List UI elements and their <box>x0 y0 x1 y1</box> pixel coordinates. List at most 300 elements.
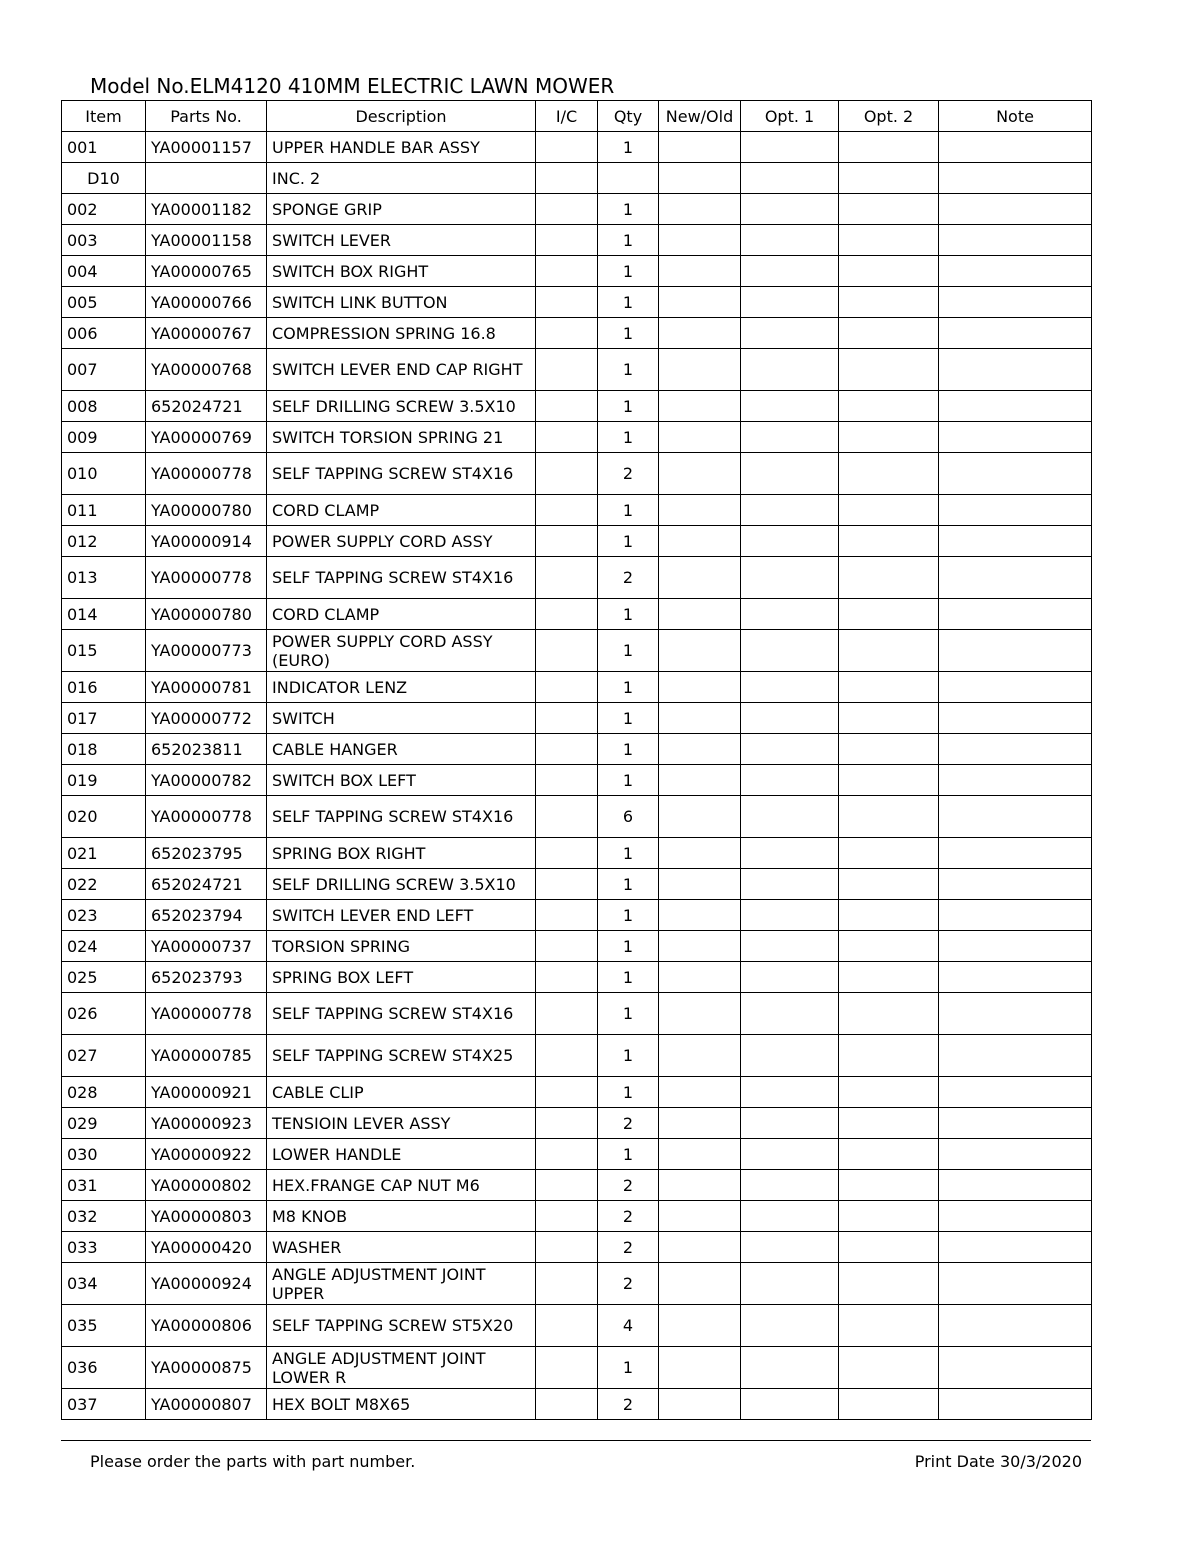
new-old-cell <box>659 672 741 703</box>
ic-cell <box>536 349 598 391</box>
description-cell: CABLE HANGER <box>267 734 536 765</box>
part-number-cell: YA00000782 <box>146 765 267 796</box>
opt-1-cell <box>741 391 839 422</box>
description-cell: SWITCH LEVER <box>267 225 536 256</box>
part-number-cell: 652024721 <box>146 869 267 900</box>
new-old-cell <box>659 931 741 962</box>
table-row <box>62 495 1092 526</box>
qty-cell: 1 <box>598 1077 659 1108</box>
table-row <box>62 1201 1092 1232</box>
opt-1-cell <box>741 1201 839 1232</box>
item-cell: 032 <box>62 1201 146 1232</box>
description-cell: SWITCH LINK BUTTON <box>267 287 536 318</box>
opt-1-cell <box>741 256 839 287</box>
part-number-cell: YA00000802 <box>146 1170 267 1201</box>
ic-cell <box>536 734 598 765</box>
opt-2-cell <box>839 495 939 526</box>
new-old-cell <box>659 1170 741 1201</box>
part-number-cell: YA00000807 <box>146 1389 267 1420</box>
item-cell: 014 <box>62 599 146 630</box>
qty-cell: 1 <box>598 1347 659 1389</box>
description-cell: SWITCH LEVER END CAP RIGHT <box>267 349 536 391</box>
part-number-cell: YA00000772 <box>146 703 267 734</box>
opt-2-cell <box>839 287 939 318</box>
part-number-cell: YA00000781 <box>146 672 267 703</box>
new-old-cell <box>659 734 741 765</box>
item-cell: 017 <box>62 703 146 734</box>
description-cell: POWER SUPPLY CORD ASSY (EURO) <box>267 630 536 672</box>
opt-2-cell <box>839 132 939 163</box>
table-row <box>62 132 1092 163</box>
opt-2-cell <box>839 599 939 630</box>
qty-cell: 1 <box>598 630 659 672</box>
table-row <box>62 557 1092 599</box>
opt-2-cell <box>839 1035 939 1077</box>
new-old-cell <box>659 993 741 1035</box>
table-row <box>62 1170 1092 1201</box>
qty-cell: 1 <box>598 869 659 900</box>
table-row <box>62 1108 1092 1139</box>
table-row <box>62 526 1092 557</box>
ic-cell <box>536 163 598 194</box>
part-number-cell: YA00000778 <box>146 557 267 599</box>
opt-1-cell <box>741 1035 839 1077</box>
opt-1-cell <box>741 838 839 869</box>
table-header-row <box>62 101 1092 132</box>
qty-cell: 1 <box>598 672 659 703</box>
new-old-cell <box>659 765 741 796</box>
note-cell <box>939 287 1092 318</box>
qty-cell: 1 <box>598 526 659 557</box>
opt-1-cell <box>741 1347 839 1389</box>
table-row <box>62 900 1092 931</box>
note-cell <box>939 1389 1092 1420</box>
ic-cell <box>536 422 598 453</box>
table-row <box>62 630 1092 672</box>
part-number-cell: YA00000737 <box>146 931 267 962</box>
part-number-cell <box>146 163 267 194</box>
part-number-cell: YA00000922 <box>146 1139 267 1170</box>
part-number-cell: YA00000914 <box>146 526 267 557</box>
table-row <box>62 1347 1092 1389</box>
item-cell: 021 <box>62 838 146 869</box>
note-cell <box>939 1263 1092 1305</box>
opt-1-cell <box>741 526 839 557</box>
footer-divider <box>61 1440 1091 1441</box>
note-cell <box>939 225 1092 256</box>
note-cell <box>939 163 1092 194</box>
note-cell <box>939 132 1092 163</box>
part-number-cell: YA00000780 <box>146 599 267 630</box>
item-cell: 033 <box>62 1232 146 1263</box>
ic-cell <box>536 1077 598 1108</box>
description-cell: SELF TAPPING SCREW ST5X20 <box>267 1305 536 1347</box>
opt-2-cell <box>839 993 939 1035</box>
ic-cell <box>536 225 598 256</box>
ic-cell <box>536 1170 598 1201</box>
item-cell: 035 <box>62 1305 146 1347</box>
description-cell: CORD CLAMP <box>267 495 536 526</box>
description-cell: SWITCH BOX LEFT <box>267 765 536 796</box>
description-cell: ANGLE ADJUSTMENT JOINT LOWER R <box>267 1347 536 1389</box>
qty-cell: 1 <box>598 765 659 796</box>
part-number-cell: YA00000785 <box>146 1035 267 1077</box>
opt-1-cell <box>741 318 839 349</box>
note-cell <box>939 495 1092 526</box>
opt-1-cell <box>741 1389 839 1420</box>
item-cell: 013 <box>62 557 146 599</box>
ic-cell <box>536 256 598 287</box>
note-cell <box>939 703 1092 734</box>
ic-cell <box>536 1263 598 1305</box>
new-old-cell <box>659 1263 741 1305</box>
part-number-cell: YA00000806 <box>146 1305 267 1347</box>
qty-cell: 2 <box>598 1170 659 1201</box>
note-cell <box>939 1170 1092 1201</box>
description-cell: SWITCH LEVER END LEFT <box>267 900 536 931</box>
ic-cell <box>536 1201 598 1232</box>
description-cell: SWITCH BOX RIGHT <box>267 256 536 287</box>
opt-2-cell <box>839 1139 939 1170</box>
footer-print-date: Print Date 30/3/2020 <box>914 1452 1082 1471</box>
opt-1-cell <box>741 557 839 599</box>
description-cell: SELF DRILLING SCREW 3.5X10 <box>267 869 536 900</box>
description-cell: M8 KNOB <box>267 1201 536 1232</box>
description-cell: CORD CLAMP <box>267 599 536 630</box>
new-old-cell <box>659 630 741 672</box>
ic-cell <box>536 869 598 900</box>
qty-cell: 1 <box>598 349 659 391</box>
opt-1-cell <box>741 163 839 194</box>
new-old-cell <box>659 1139 741 1170</box>
part-number-cell: YA00000803 <box>146 1201 267 1232</box>
table-row <box>62 962 1092 993</box>
part-number-cell: YA00000778 <box>146 453 267 495</box>
item-cell: 015 <box>62 630 146 672</box>
opt-2-cell <box>839 765 939 796</box>
part-number-cell: YA00001157 <box>146 132 267 163</box>
ic-cell <box>536 132 598 163</box>
part-number-cell: YA00000780 <box>146 495 267 526</box>
opt-1-cell <box>741 765 839 796</box>
item-cell: 028 <box>62 1077 146 1108</box>
table-row <box>62 318 1092 349</box>
opt-2-cell <box>839 734 939 765</box>
ic-cell <box>536 796 598 838</box>
qty-cell: 2 <box>598 1108 659 1139</box>
note-cell <box>939 1232 1092 1263</box>
note-cell <box>939 931 1092 962</box>
table-row <box>62 1077 1092 1108</box>
opt-1-cell <box>741 869 839 900</box>
table-row <box>62 734 1092 765</box>
item-cell: 036 <box>62 1347 146 1389</box>
note-cell <box>939 993 1092 1035</box>
table-row <box>62 869 1092 900</box>
part-number-cell: YA00000769 <box>146 422 267 453</box>
note-cell <box>939 318 1092 349</box>
table-row <box>62 453 1092 495</box>
qty-cell: 1 <box>598 703 659 734</box>
part-number-cell: YA00001182 <box>146 194 267 225</box>
ic-cell <box>536 1108 598 1139</box>
opt-1-cell <box>741 1139 839 1170</box>
opt-1-cell <box>741 599 839 630</box>
new-old-cell <box>659 1232 741 1263</box>
part-number-cell: YA00000768 <box>146 349 267 391</box>
new-old-cell <box>659 900 741 931</box>
qty-cell: 1 <box>598 495 659 526</box>
item-cell: 029 <box>62 1108 146 1139</box>
table-row <box>62 1305 1092 1347</box>
opt-1-cell <box>741 1170 839 1201</box>
note-cell <box>939 422 1092 453</box>
item-cell: 027 <box>62 1035 146 1077</box>
parts-table-body <box>62 132 1092 1420</box>
qty-cell: 1 <box>598 132 659 163</box>
new-old-cell <box>659 391 741 422</box>
ic-cell <box>536 453 598 495</box>
ic-cell <box>536 287 598 318</box>
opt-2-cell <box>839 1201 939 1232</box>
new-old-cell <box>659 349 741 391</box>
new-old-cell <box>659 194 741 225</box>
item-cell: 026 <box>62 993 146 1035</box>
note-cell <box>939 349 1092 391</box>
ic-cell <box>536 1347 598 1389</box>
table-row <box>62 599 1092 630</box>
ic-cell <box>536 672 598 703</box>
opt-2-cell <box>839 900 939 931</box>
description-cell: CABLE CLIP <box>267 1077 536 1108</box>
ic-cell <box>536 962 598 993</box>
new-old-cell <box>659 225 741 256</box>
new-old-cell <box>659 703 741 734</box>
description-cell: POWER SUPPLY CORD ASSY <box>267 526 536 557</box>
qty-cell: 1 <box>598 931 659 962</box>
header-opt-2: Opt. 2 <box>839 101 939 132</box>
opt-1-cell <box>741 1077 839 1108</box>
opt-2-cell <box>839 1170 939 1201</box>
description-cell: SELF TAPPING SCREW ST4X16 <box>267 453 536 495</box>
item-cell: 012 <box>62 526 146 557</box>
note-cell <box>939 526 1092 557</box>
opt-1-cell <box>741 1232 839 1263</box>
item-cell: 010 <box>62 453 146 495</box>
description-cell: SPRING BOX LEFT <box>267 962 536 993</box>
new-old-cell <box>659 163 741 194</box>
qty-cell: 4 <box>598 1305 659 1347</box>
opt-2-cell <box>839 391 939 422</box>
description-cell: UPPER HANDLE BAR ASSY <box>267 132 536 163</box>
table-row <box>62 1389 1092 1420</box>
opt-2-cell <box>839 225 939 256</box>
part-number-cell: 652023793 <box>146 962 267 993</box>
header-opt-1: Opt. 1 <box>741 101 839 132</box>
header-ic: I/C <box>536 101 598 132</box>
opt-2-cell <box>839 1389 939 1420</box>
part-number-cell: 652024721 <box>146 391 267 422</box>
description-cell: SPRING BOX RIGHT <box>267 838 536 869</box>
opt-1-cell <box>741 349 839 391</box>
table-row <box>62 1232 1092 1263</box>
description-cell: WASHER <box>267 1232 536 1263</box>
table-row <box>62 703 1092 734</box>
opt-2-cell <box>839 526 939 557</box>
qty-cell: 6 <box>598 796 659 838</box>
opt-2-cell <box>839 256 939 287</box>
part-number-cell: YA00000420 <box>146 1232 267 1263</box>
header-note: Note <box>939 101 1092 132</box>
opt-1-cell <box>741 1108 839 1139</box>
item-cell: 025 <box>62 962 146 993</box>
ic-cell <box>536 1139 598 1170</box>
qty-cell <box>598 163 659 194</box>
opt-1-cell <box>741 993 839 1035</box>
new-old-cell <box>659 869 741 900</box>
qty-cell: 1 <box>598 962 659 993</box>
description-cell: HEX.FRANGE CAP NUT M6 <box>267 1170 536 1201</box>
qty-cell: 1 <box>598 1139 659 1170</box>
opt-1-cell <box>741 132 839 163</box>
opt-1-cell <box>741 734 839 765</box>
qty-cell: 1 <box>598 225 659 256</box>
item-cell: 008 <box>62 391 146 422</box>
footer-order-note: Please order the parts with part number. <box>90 1452 416 1471</box>
part-number-cell: 652023794 <box>146 900 267 931</box>
opt-1-cell <box>741 495 839 526</box>
table-row <box>62 287 1092 318</box>
item-cell: 005 <box>62 287 146 318</box>
opt-1-cell <box>741 630 839 672</box>
note-cell <box>939 672 1092 703</box>
opt-2-cell <box>839 194 939 225</box>
ic-cell <box>536 703 598 734</box>
description-cell: TENSIOIN LEVER ASSY <box>267 1108 536 1139</box>
qty-cell: 1 <box>598 287 659 318</box>
qty-cell: 1 <box>598 256 659 287</box>
opt-1-cell <box>741 1263 839 1305</box>
description-cell: SWITCH TORSION SPRING 21 <box>267 422 536 453</box>
note-cell <box>939 256 1092 287</box>
description-cell: HEX BOLT M8X65 <box>267 1389 536 1420</box>
note-cell <box>939 1035 1092 1077</box>
table-row <box>62 256 1092 287</box>
description-cell: LOWER HANDLE <box>267 1139 536 1170</box>
opt-2-cell <box>839 703 939 734</box>
ic-cell <box>536 495 598 526</box>
qty-cell: 1 <box>598 318 659 349</box>
part-number-cell: YA00000766 <box>146 287 267 318</box>
opt-2-cell <box>839 163 939 194</box>
table-row <box>62 1139 1092 1170</box>
description-cell: SELF TAPPING SCREW ST4X16 <box>267 993 536 1035</box>
ic-cell <box>536 630 598 672</box>
item-cell: 019 <box>62 765 146 796</box>
new-old-cell <box>659 1389 741 1420</box>
part-number-cell: YA00000767 <box>146 318 267 349</box>
table-row <box>62 194 1092 225</box>
part-number-cell: YA00000875 <box>146 1347 267 1389</box>
opt-1-cell <box>741 900 839 931</box>
note-cell <box>939 900 1092 931</box>
opt-1-cell <box>741 703 839 734</box>
item-cell: 020 <box>62 796 146 838</box>
note-cell <box>939 453 1092 495</box>
opt-1-cell <box>741 194 839 225</box>
table-row <box>62 993 1092 1035</box>
item-cell: 023 <box>62 900 146 931</box>
opt-2-cell <box>839 796 939 838</box>
ic-cell <box>536 931 598 962</box>
note-cell <box>939 194 1092 225</box>
new-old-cell <box>659 495 741 526</box>
qty-cell: 1 <box>598 900 659 931</box>
table-row <box>62 796 1092 838</box>
new-old-cell <box>659 318 741 349</box>
qty-cell: 2 <box>598 453 659 495</box>
part-number-cell: YA00000778 <box>146 796 267 838</box>
qty-cell: 1 <box>598 838 659 869</box>
item-cell: 031 <box>62 1170 146 1201</box>
note-cell <box>939 734 1092 765</box>
new-old-cell <box>659 838 741 869</box>
ic-cell <box>536 557 598 599</box>
item-cell: 016 <box>62 672 146 703</box>
opt-2-cell <box>839 962 939 993</box>
part-number-cell: YA00000923 <box>146 1108 267 1139</box>
qty-cell: 1 <box>598 993 659 1035</box>
ic-cell <box>536 526 598 557</box>
table-row <box>62 838 1092 869</box>
header-item: Item <box>62 101 146 132</box>
new-old-cell <box>659 962 741 993</box>
note-cell <box>939 869 1092 900</box>
item-cell: 024 <box>62 931 146 962</box>
qty-cell: 1 <box>598 1035 659 1077</box>
qty-cell: 1 <box>598 391 659 422</box>
ic-cell <box>536 838 598 869</box>
note-cell <box>939 962 1092 993</box>
new-old-cell <box>659 1347 741 1389</box>
opt-2-cell <box>839 1108 939 1139</box>
part-number-cell: YA00000773 <box>146 630 267 672</box>
description-cell: INDICATOR LENZ <box>267 672 536 703</box>
opt-2-cell <box>839 630 939 672</box>
opt-2-cell <box>839 349 939 391</box>
new-old-cell <box>659 599 741 630</box>
table-row <box>62 931 1092 962</box>
opt-2-cell <box>839 422 939 453</box>
description-cell: SELF TAPPING SCREW ST4X25 <box>267 1035 536 1077</box>
item-cell: D10 <box>62 163 146 194</box>
item-cell: 002 <box>62 194 146 225</box>
opt-2-cell <box>839 453 939 495</box>
opt-2-cell <box>839 672 939 703</box>
ic-cell <box>536 599 598 630</box>
qty-cell: 1 <box>598 599 659 630</box>
new-old-cell <box>659 453 741 495</box>
header-description: Description <box>267 101 536 132</box>
table-row <box>62 765 1092 796</box>
new-old-cell <box>659 557 741 599</box>
part-number-cell: YA00001158 <box>146 225 267 256</box>
note-cell <box>939 765 1092 796</box>
opt-2-cell <box>839 931 939 962</box>
header-qty: Qty <box>598 101 659 132</box>
item-cell: 009 <box>62 422 146 453</box>
note-cell <box>939 1201 1092 1232</box>
